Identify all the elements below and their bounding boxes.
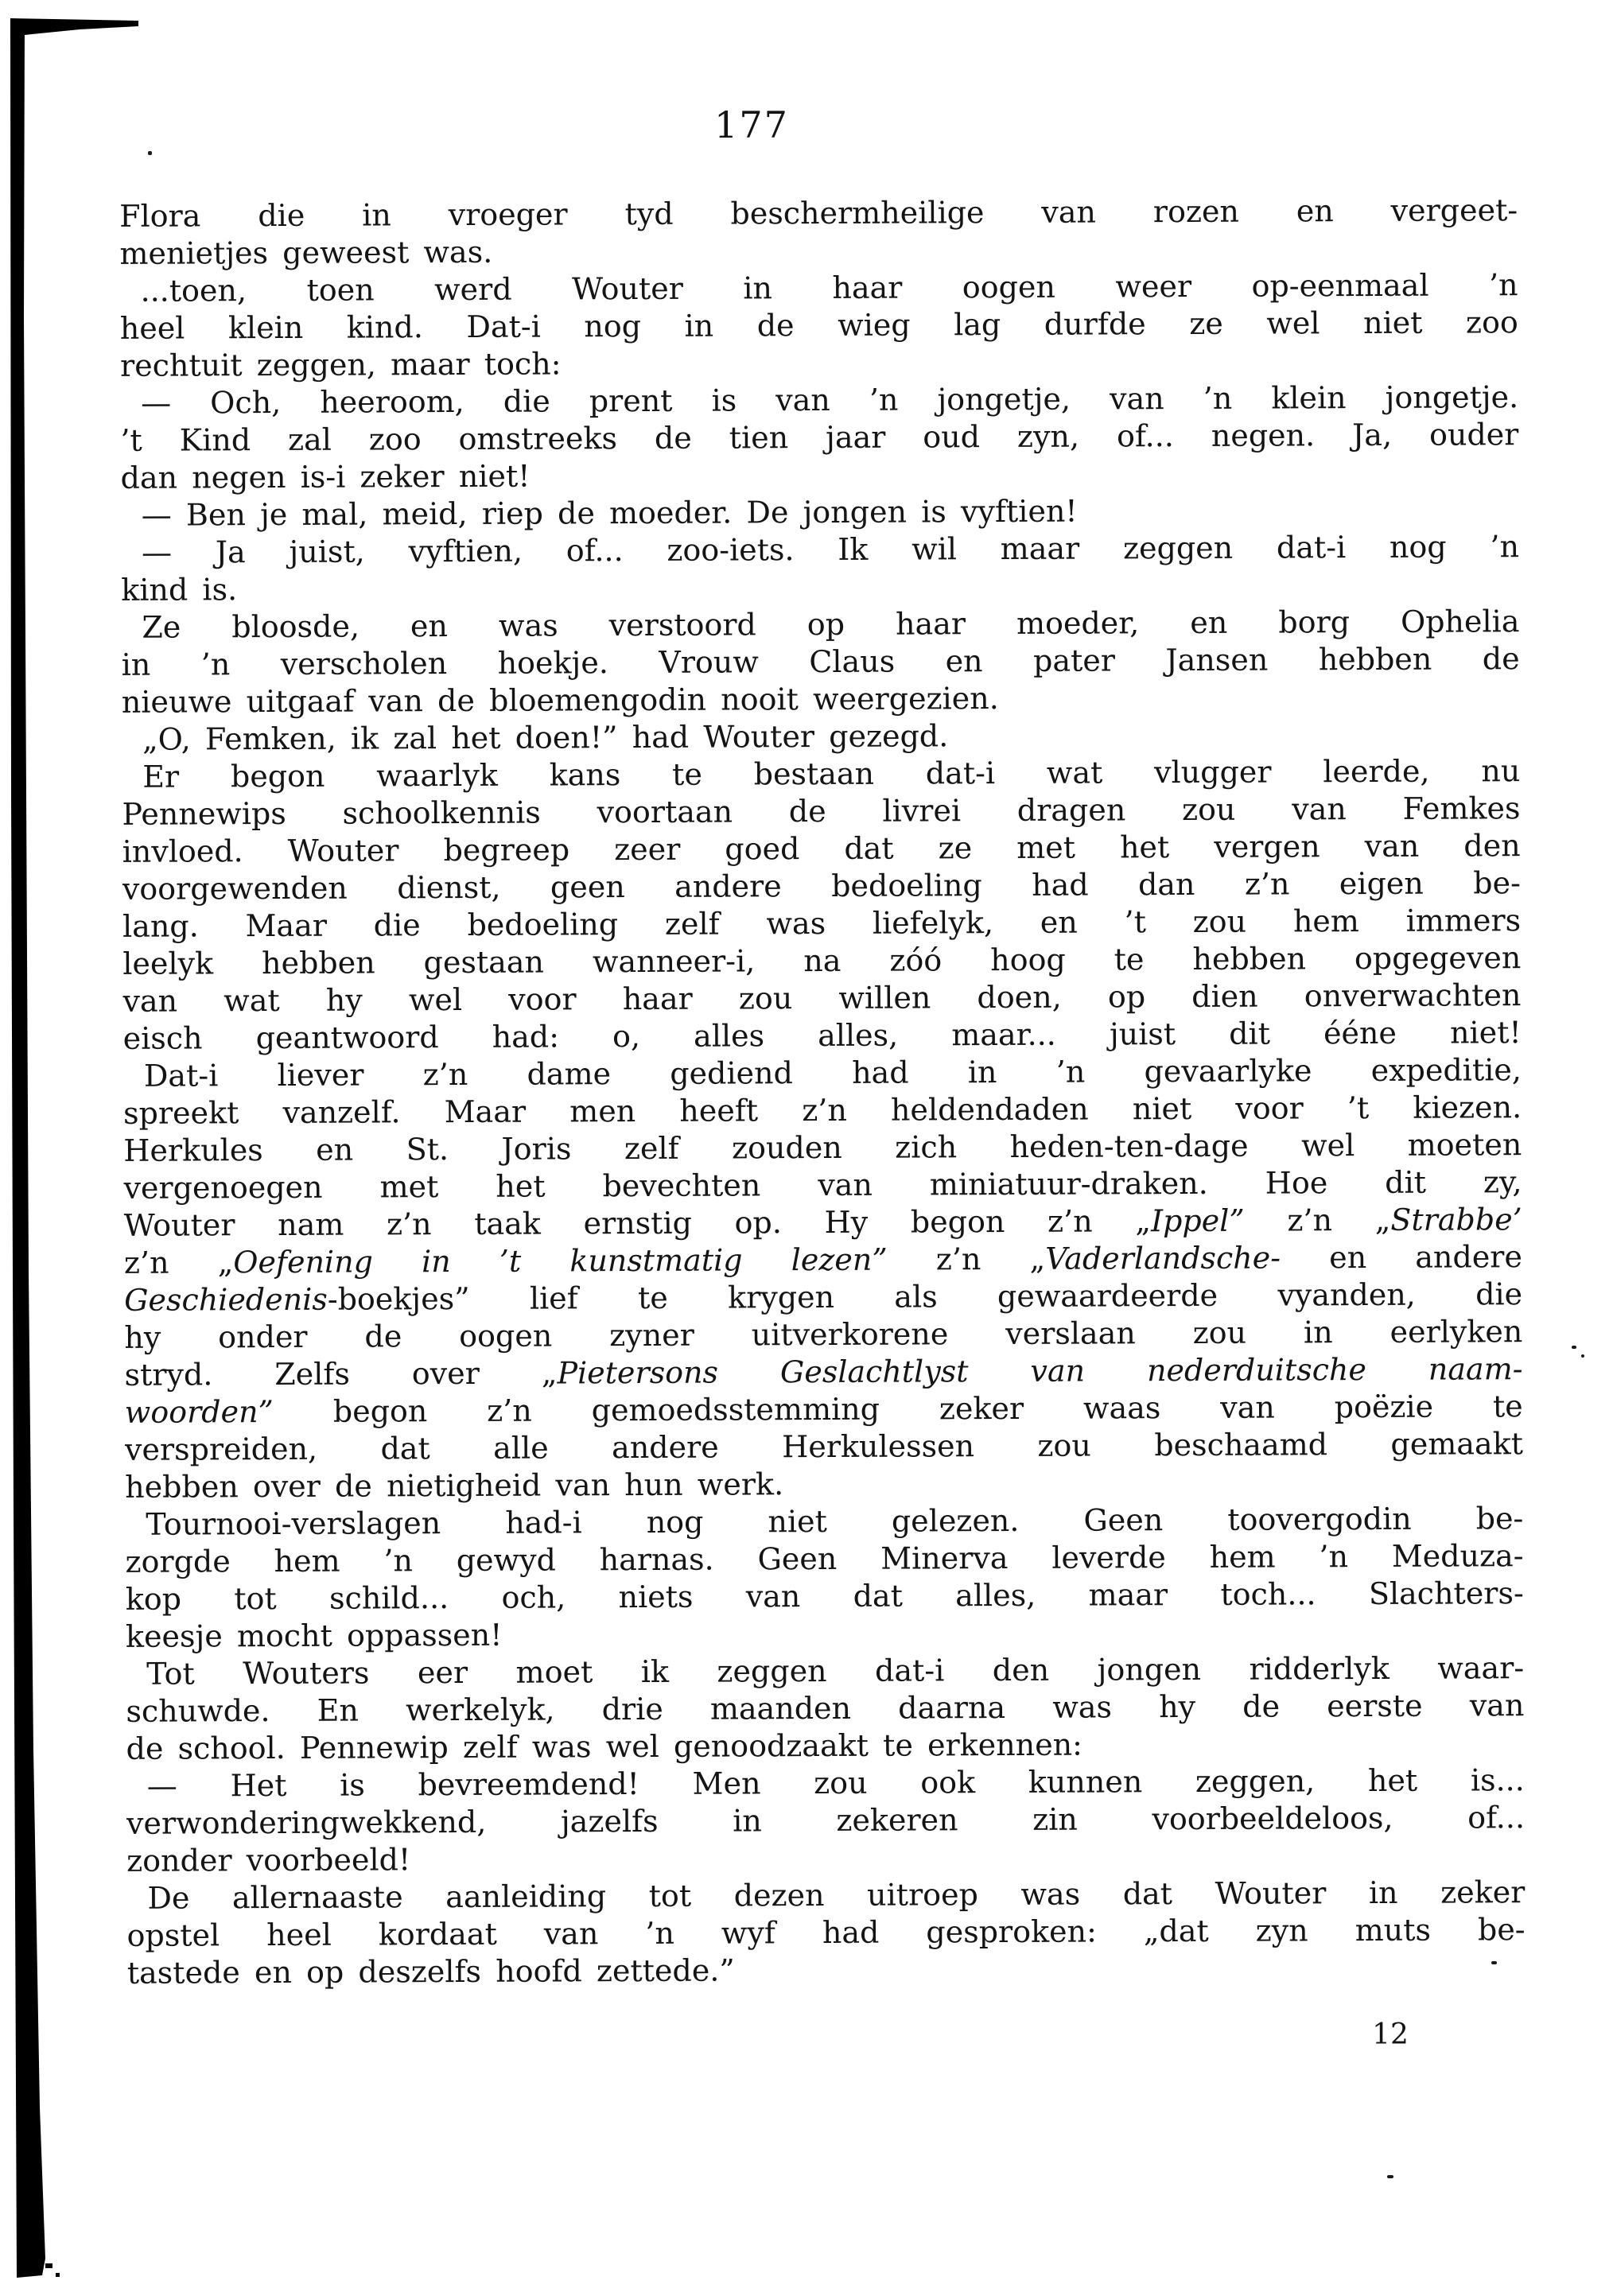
text-line	[122, 790, 1520, 833]
text-line	[122, 678, 1520, 721]
text-segment: — Ja juist, vyftien, of... zoo-iets. Ik wil maar zeggen dat-i nog ’n	[141, 529, 1520, 570]
text-segment: rechtuit zeggen, maar toch:	[119, 346, 562, 383]
text-line	[121, 491, 1519, 534]
text-line	[126, 1649, 1524, 1693]
text-line	[123, 1014, 1522, 1058]
book-title-italic: Strabbe’	[1390, 1202, 1522, 1237]
text-segment: hy onder de oogen zyner uitverkorene verslaan zou in eerlyken	[124, 1314, 1523, 1355]
text-line	[123, 1089, 1522, 1132]
text-segment: Tot Wouters eer moet ik zeggen dat-i den jongen ridderlyk waar-	[146, 1650, 1525, 1692]
text-segment: heel klein kind. Dat-i nog in de wieg lag durfde ze wel niet zoo	[119, 305, 1518, 346]
book-title-italic: Ippel”	[1150, 1202, 1245, 1239]
text-segment: verwonderingwekkend, jazelfs in zekeren zin voorbeeldeloos, of...	[126, 1800, 1526, 1841]
text-segment: — Het is bevreemdend! Men zou ook kunnen zeggen, het is...	[146, 1762, 1525, 1804]
text-line	[126, 1874, 1525, 1917]
text-segment: — Ben je mal, meid, riep de moeder. De jongen is vyftien!	[141, 493, 1078, 533]
text-segment: menietjes geweest was.	[119, 234, 493, 271]
text-segment: leelyk hebben gestaan wanneer-i, na zóó hoog te hebben opgegeven	[122, 940, 1522, 981]
text-segment: Pennewips schoolkennis voortaan de livrei dragen zou van Femkes	[122, 791, 1521, 832]
text-segment: lang. Maar die bedoeling zelf was liefelyk, en ’t zou hem immers	[122, 903, 1522, 944]
signature-mark: 12	[1372, 2018, 1409, 2051]
text-line	[122, 640, 1520, 684]
text-segment: schuwde. En werkelyk, drie maanden daarna was hy de eerste van	[126, 1688, 1525, 1729]
text-segment: de school. Pennewip zelf was wel genoodzaakt te erkennen:	[126, 1727, 1083, 1766]
text-line	[125, 1388, 1523, 1432]
text-line	[120, 416, 1518, 460]
text-line	[125, 1500, 1523, 1544]
text-segment: „O, Femken, ik zal het doen!” had Wouter gezegd.	[142, 718, 949, 757]
text-line	[119, 266, 1518, 310]
text-line	[121, 453, 1519, 497]
text-segment: van wat hy wel voor haar zou willen doen, op dien onverwachten	[122, 977, 1522, 1019]
text-line	[124, 1313, 1522, 1357]
text-line	[124, 1238, 1522, 1282]
text-segment: z’n „	[123, 1245, 234, 1280]
text-line	[122, 827, 1521, 871]
text-line	[122, 977, 1521, 1020]
text-line	[121, 528, 1519, 572]
text-line	[126, 1724, 1524, 1768]
text-line	[122, 715, 1520, 759]
scan-speck	[1387, 2175, 1393, 2178]
book-title-italic: Oefening in ’t kunstmatig lezen”	[233, 1241, 888, 1280]
text-segment: De allernaaste aanleiding tot dezen uitroep was dat Wouter in zeker	[147, 1874, 1526, 1916]
text-segment: dan negen is-i zeker niet!	[120, 458, 531, 495]
text-segment: in ’n verscholen hoekje. Vrouw Claus en pater Jansen hebben de	[121, 641, 1520, 682]
scan-speck	[1491, 1961, 1497, 1964]
scan-speck	[1572, 1346, 1576, 1349]
text-segment: zorgde hem ’n gewyd harnas. Geen Minerva leverde hem ’n Meduza-	[125, 1538, 1524, 1579]
text-line	[126, 1575, 1524, 1618]
text-line	[125, 1537, 1523, 1581]
text-segment: Er begon waarlyk kans te bestaan dat-i wat vlugger leerde, nu	[142, 753, 1521, 794]
text-segment: kop tot schild... och, niets van dat alles, maar toch... Slachters-	[125, 1575, 1524, 1617]
text-line	[121, 603, 1519, 647]
text-line	[121, 565, 1519, 609]
page-number: 177	[714, 103, 789, 146]
text-segment: zonder voorbeeld!	[126, 1842, 411, 1878]
text-segment: z’n „	[1244, 1202, 1391, 1238]
text-segment: spreekt vanzelf. Maar men heeft z’n heldendaden niet voor ’t kiezen.	[123, 1090, 1522, 1131]
text-segment: hebben over de nietigheid van hun werk.	[125, 1467, 784, 1505]
text-segment: Tournooi-verslagen had-i nog niet gelezen. Geen toovergodin be-	[146, 1501, 1524, 1542]
text-line	[122, 864, 1521, 908]
text-line	[124, 1350, 1522, 1394]
text-line	[120, 304, 1518, 348]
text-line	[122, 752, 1520, 796]
book-title-italic: Vaderlandsche-	[1045, 1240, 1281, 1276]
text-segment: tastede en op deszelfs hoofd zettede.”	[126, 1952, 735, 1991]
text-segment: Dat-i liever z’n dame gediend had in ’n gevaarlyke expeditie,	[143, 1052, 1522, 1094]
text-segment: nieuwe uitgaaf van de bloemengodin nooit weergezien.	[121, 681, 999, 720]
text-line	[124, 1276, 1522, 1319]
text-line	[119, 229, 1518, 273]
book-title-italic: woorden”	[124, 1394, 274, 1430]
text-segment: z’n „	[887, 1241, 1046, 1277]
text-segment: invloed. Wouter begreep zeer goed dat ze met het vergen van den	[122, 828, 1521, 869]
text-line	[126, 1612, 1524, 1656]
text-segment: stryd. Zelfs over „	[124, 1355, 558, 1393]
page-text	[119, 192, 1526, 1992]
text-line	[127, 1911, 1526, 1955]
text-segment: eisch geantwoord had: o, alles alles, maar... juist dit ééne niet!	[122, 1015, 1522, 1056]
text-line	[122, 902, 1521, 946]
text-segment: Wouter nam z’n taak ernstig op. Hy begon z’n „	[123, 1203, 1152, 1243]
text-segment: verspreiden, dat alle andere Herkulessen zou beschaamd gemaakt	[124, 1426, 1524, 1467]
text-segment: — Och, heeroom, die prent is van ’n jongetje, van ’n klein jongetje.	[141, 379, 1519, 421]
text-line	[127, 1948, 1526, 1992]
text-line	[123, 1051, 1522, 1095]
text-segment: Herkules en St. Joris zelf zouden zich heden-ten-dage wel moeten	[123, 1127, 1522, 1168]
text-segment: vergenoegen met het bevechten van miniatuur-draken. Hoe dit zy,	[123, 1164, 1522, 1206]
text-line	[125, 1463, 1523, 1506]
text-line	[124, 1201, 1522, 1245]
text-line	[123, 1164, 1522, 1207]
text-segment: begon z’n gemoedsstemming zeker waas van poëzie te	[273, 1389, 1523, 1430]
text-line	[126, 1799, 1525, 1843]
text-segment: Ze bloosde, en was verstoord op haar moeder, en borg Ophelia	[142, 604, 1520, 645]
text-segment: -boekjes” lief te krygen als gewaardeerde vyanden, die	[327, 1276, 1523, 1317]
text-segment: kind is.	[121, 572, 238, 608]
text-segment: voorgewenden dienst, geen andere bedoeling had dan z’n eigen be-	[122, 865, 1521, 907]
text-line	[126, 1836, 1525, 1880]
text-segment: Flora die in vroeger tyd beschermheilige van rozen en vergeet-	[119, 192, 1518, 234]
text-segment: opstel heel kordaat van ’n wyf had gesproken: „dat zyn muts be-	[126, 1912, 1526, 1953]
book-title-italic: Pietersons Geslachtlyst van nederduitsche naam-	[557, 1351, 1523, 1391]
text-segment: en andere	[1280, 1239, 1523, 1276]
scan-speck	[148, 151, 152, 155]
text-segment: ...toen, toen werd Wouter in haar oogen weer op-eenmaal ’n	[140, 267, 1518, 309]
text-line	[125, 1425, 1523, 1469]
text-segment: keesje mocht oppassen!	[125, 1617, 503, 1654]
text-segment: ’t Kind zal zoo omstreeks de tien jaar oud zyn, of... negen. Ja, ouder	[120, 417, 1519, 458]
text-line	[126, 1762, 1525, 1805]
scan-speck	[1581, 1354, 1584, 1358]
text-line	[126, 1687, 1524, 1731]
text-line	[122, 939, 1521, 983]
text-line	[120, 341, 1518, 385]
text-line	[119, 192, 1518, 235]
book-title-italic: Geschiedenis	[124, 1281, 328, 1318]
text-line	[123, 1126, 1522, 1170]
text-line	[120, 379, 1518, 422]
